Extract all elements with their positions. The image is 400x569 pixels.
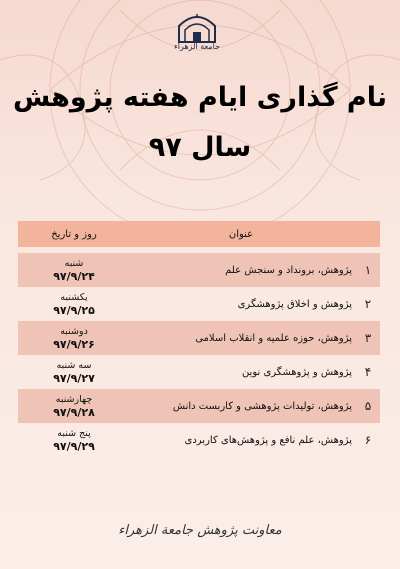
row-day: پنج شنبه bbox=[57, 428, 91, 439]
row-day: دوشنبه bbox=[60, 326, 88, 337]
page-title: نام گذاری ایام هفته پژوهش bbox=[13, 82, 387, 113]
table-row bbox=[18, 287, 380, 321]
dome-icon bbox=[175, 12, 219, 44]
row-date-value: ۹۷/۹/۲۵ bbox=[53, 304, 95, 317]
row-date bbox=[18, 359, 130, 385]
row-number: ۴ bbox=[364, 365, 372, 379]
row-title: پژوهش، حوزه علمیه و انقلاب اسلامی bbox=[195, 332, 352, 344]
row-date bbox=[18, 325, 130, 351]
row-date bbox=[18, 257, 130, 283]
table-row bbox=[18, 389, 380, 423]
row-number: ۱ bbox=[364, 263, 372, 277]
row-title: پژوهش و اخلاق پژوهشگری bbox=[237, 298, 352, 310]
row-title: پژوهش، علم نافع و پژوهش‌های کاربردی bbox=[184, 434, 352, 446]
row-title: پژوهش، تولیدات پژوهشی و کاربست دانش bbox=[172, 400, 352, 412]
row-day: یکشنبه bbox=[60, 292, 88, 303]
table-row bbox=[18, 321, 380, 355]
institution-logo bbox=[172, 8, 222, 54]
row-date-value: ۹۷/۹/۲۹ bbox=[53, 440, 95, 453]
table-header-row bbox=[18, 221, 380, 247]
calligraphy-signature: معاونت پژوهش جامعة الزهراء bbox=[118, 522, 282, 538]
table-row bbox=[18, 423, 380, 457]
row-date-value: ۹۷/۹/۲۸ bbox=[53, 406, 95, 419]
row-title: پژوهش و پژوهشگری نوین bbox=[241, 366, 352, 378]
row-number: ۶ bbox=[364, 433, 372, 447]
row-date-value: ۹۷/۹/۲۶ bbox=[53, 338, 95, 351]
table-row bbox=[18, 355, 380, 389]
row-date bbox=[18, 393, 130, 419]
row-number: ۵ bbox=[364, 399, 372, 413]
logo-caption: جامعة الزهراء bbox=[173, 41, 221, 51]
row-date-value: ۹۷/۹/۲۴ bbox=[53, 270, 95, 283]
table-row bbox=[18, 253, 380, 287]
header-title: عنوان bbox=[228, 228, 254, 240]
row-number: ۳ bbox=[364, 331, 372, 345]
schedule-table bbox=[18, 221, 380, 457]
header-date: روز و تاریخ bbox=[51, 228, 97, 240]
row-date-value: ۹۷/۹/۲۷ bbox=[53, 372, 95, 385]
row-day: چهارشنبه bbox=[55, 394, 93, 405]
row-day: شنبه bbox=[64, 258, 84, 269]
row-title: پژوهش، برونداد و سنجش علم bbox=[225, 264, 352, 276]
row-number: ۲ bbox=[364, 297, 372, 311]
row-date bbox=[18, 427, 130, 453]
page-subtitle: سال ۹۷ bbox=[148, 132, 252, 163]
row-date bbox=[18, 291, 130, 317]
row-day: سه شنبه bbox=[56, 360, 92, 371]
